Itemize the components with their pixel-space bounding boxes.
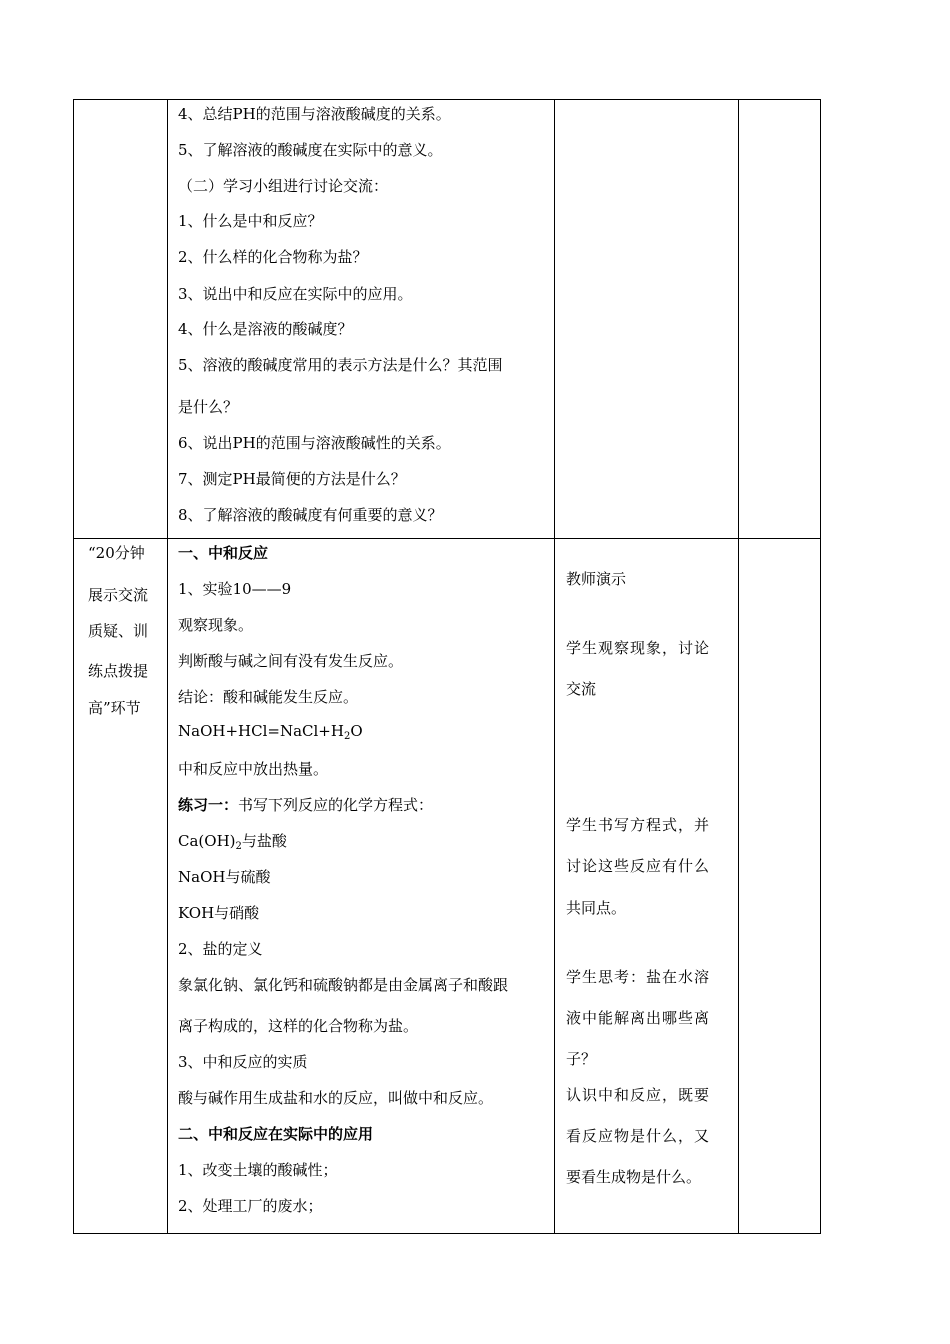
exercise-item: NaOH与硫酸 — [178, 868, 271, 886]
exercise-line: 练习一：书写下列反应的化学方程式： — [178, 796, 434, 814]
content-line: 中和反应中放出热量。 — [178, 760, 329, 778]
stage-label-line: 高”环节 — [88, 699, 141, 717]
stage-label-line: 质疑、训 — [88, 622, 149, 640]
step-item: 7、测定PH最简便的方法是什么？ — [178, 470, 406, 488]
exercise-item: $Ca(OH)_2$与盐酸 — [178, 832, 287, 852]
activity-line: 共同点。 — [566, 899, 627, 917]
activity-line: 学生观察现象，讨论 — [566, 639, 711, 657]
content-line: 象氯化钠、氯化钙和硫酸钠都是由金属离子和酸跟 — [178, 976, 509, 994]
step-item: 1、什么是中和反应？ — [178, 212, 323, 230]
step-item: 6、说出PH的范围与溶液酸碱性的关系。 — [178, 434, 451, 452]
section-heading: 一、中和反应 — [178, 544, 269, 562]
step-item: 4、什么是溶液的酸碱度？ — [178, 320, 353, 338]
step-item: 2、什么样的化合物称为盐？ — [178, 248, 368, 266]
content-line: 离子构成的，这样的化合物称为盐。 — [178, 1017, 419, 1035]
content-line: 2、处理工厂的废水； — [178, 1197, 323, 1215]
activity-line: 看反应物是什么，又 — [566, 1127, 711, 1145]
section-heading: 二、中和反应在实际中的应用 — [178, 1125, 374, 1143]
activity-line: 液中能解离出哪些离 — [566, 1009, 711, 1027]
exercise-label: 练习一： — [178, 796, 239, 814]
step-item: 是什么？ — [178, 398, 239, 416]
content-line: 酸与碱作用生成盐和水的反应，叫做中和反应。 — [178, 1089, 494, 1107]
content-line: 1、改变土壤的酸碱性； — [178, 1161, 338, 1179]
activity-line: 学生思考：盐在水溶 — [566, 968, 711, 986]
stage-cell — [74, 539, 168, 1234]
activity-cell-empty — [554, 100, 738, 539]
step-item: （二）学习小组进行讨论交流： — [178, 177, 389, 195]
step-item: 3、说出中和反应在实际中的应用。 — [178, 285, 413, 303]
activity-line: 讨论这些反应有什么 — [566, 857, 711, 875]
content-line: 结论：酸和碱能发生反应。 — [178, 688, 359, 706]
notes-cell — [738, 539, 820, 1234]
activity-line: 认识中和反应，既要 — [566, 1086, 711, 1104]
experiment-line: 1、实验10——9 — [178, 580, 292, 598]
stage-cell-empty — [74, 100, 168, 539]
activity-line: 学生书写方程式，并 — [566, 816, 711, 834]
stage-label-line: “20分钟 — [88, 544, 145, 562]
stage-label-line: 练点拨提 — [88, 662, 149, 680]
content-line: 观察现象。 — [178, 616, 254, 634]
content-line: 2、盐的定义 — [178, 940, 263, 958]
activity-line: 教师演示 — [566, 570, 627, 588]
step-item: 8、了解溶液的酸碱度有何重要的意义？ — [178, 506, 443, 524]
notes-cell-empty — [738, 100, 820, 539]
activity-line: 要看生成物是什么。 — [566, 1168, 702, 1186]
activity-line: 子？ — [566, 1050, 597, 1068]
exercise-item: KOH与硝酸 — [178, 904, 260, 922]
step-item: 5、溶液的酸碱度常用的表示方法是什么？其范围 — [178, 356, 503, 374]
stage-label-line: 展示交流 — [88, 586, 149, 604]
chemical-equation: $NaOH+HCl=NaCl+H_2O$ — [178, 722, 363, 742]
content-line: 判断酸与碱之间有没有发生反应。 — [178, 652, 404, 670]
step-item: 5、了解溶液的酸碱度在实际中的意义。 — [178, 141, 443, 159]
activity-line: 交流 — [566, 680, 597, 698]
step-item: 4、总结PH的范围与溶液酸碱度的关系。 — [178, 105, 451, 123]
content-line: 3、中和反应的实质 — [178, 1053, 308, 1071]
